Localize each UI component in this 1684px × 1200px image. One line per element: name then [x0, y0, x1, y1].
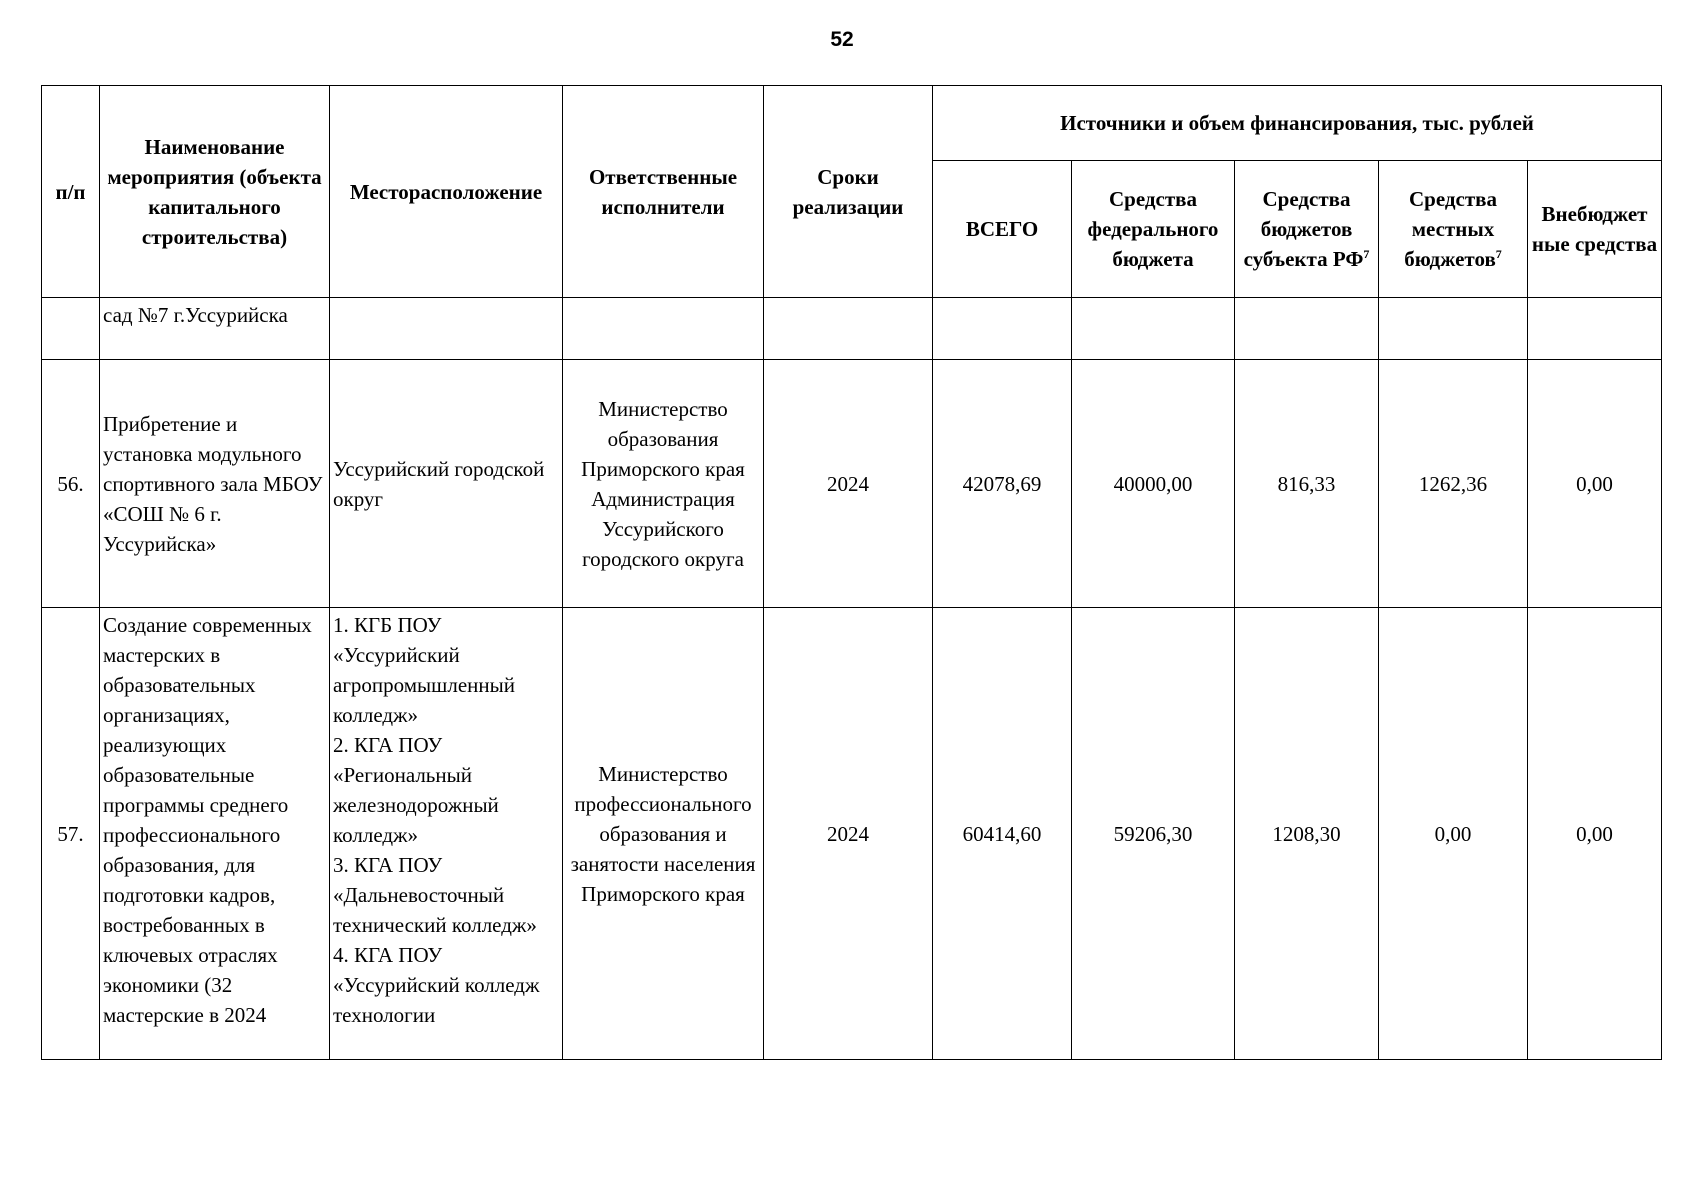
row-location: 1. КГБ ПОУ «Уссурийский агропромышленный колледж» 2. КГА ПОУ «Региональный железнодорожный колледж» 3. КГА ПОУ «Дальневосточный технический колледж» 4. КГА ПОУ «Уссурийский колледж технологии — [330, 608, 563, 1060]
row-terms — [764, 298, 933, 360]
row-total: 42078,69 — [933, 360, 1072, 608]
row-total: 60414,60 — [933, 608, 1072, 1060]
row-num — [42, 298, 100, 360]
header-sources: Источники и объем финансирования, тыс. рублей — [933, 86, 1662, 161]
row-event: Создание современных мастерских в образовательных организациях, реализующих образовательные программы среднего профессионального образования, для подготовки кадров, востребованных в ключевых отраслях экономики (32 мастерские в 2024 — [100, 608, 330, 1060]
header-location: Месторасположение — [330, 86, 563, 298]
row-terms: 2024 — [764, 360, 933, 608]
row-executors: Министерство образования Приморского края Администрация Уссурийского городского округа — [563, 360, 764, 608]
row-executors — [563, 298, 764, 360]
row-subject — [1235, 298, 1379, 360]
header-terms: Сроки реализации — [764, 86, 933, 298]
header-local-footnote: 7 — [1495, 247, 1502, 261]
header-subject-footnote: 7 — [1363, 247, 1370, 261]
header-local-label: Средства местных бюджетов — [1404, 187, 1497, 271]
header-num: п/п — [42, 86, 100, 298]
financing-table — [41, 85, 1662, 1060]
header-subject-label: Средства бюджетов субъекта РФ — [1243, 187, 1364, 271]
row-num: 57. — [42, 608, 100, 1060]
row-executors: Министерство профессионального образования и занятости населения Приморского края — [563, 608, 764, 1060]
row-terms: 2024 — [764, 608, 933, 1060]
header-executors: Ответственные исполнители — [563, 86, 764, 298]
row-num: 56. — [42, 360, 100, 608]
row-location — [330, 298, 563, 360]
row-local: 0,00 — [1379, 608, 1528, 1060]
table-row — [42, 298, 1662, 360]
table-row — [42, 360, 1662, 608]
row-extra: 0,00 — [1528, 608, 1662, 1060]
row-extra — [1528, 298, 1662, 360]
header-extra: Внебюджет ные средства — [1528, 161, 1662, 298]
row-event: Прибретение и установка модульного спортивного зала МБОУ «СОШ № 6 г. Уссурийска» — [100, 360, 330, 608]
row-federal: 40000,00 — [1072, 360, 1235, 608]
row-local — [1379, 298, 1528, 360]
row-extra: 0,00 — [1528, 360, 1662, 608]
row-subject: 816,33 — [1235, 360, 1379, 608]
page-number: 52 — [830, 28, 854, 51]
header-total: ВСЕГО — [933, 161, 1072, 298]
row-event: сад №7 г.Уссурийска — [100, 298, 330, 360]
row-subject: 1208,30 — [1235, 608, 1379, 1060]
table-row — [42, 608, 1662, 1060]
header-local — [1379, 161, 1528, 298]
row-federal — [1072, 298, 1235, 360]
row-local: 1262,36 — [1379, 360, 1528, 608]
header-row-1 — [42, 86, 1662, 161]
header-event: Наименование мероприятия (объекта капитального строительства) — [100, 86, 330, 298]
header-subject — [1235, 161, 1379, 298]
header-federal: Средства федерального бюджета — [1072, 161, 1235, 298]
row-location: Уссурийский городской округ — [330, 360, 563, 608]
row-federal: 59206,30 — [1072, 608, 1235, 1060]
row-total — [933, 298, 1072, 360]
